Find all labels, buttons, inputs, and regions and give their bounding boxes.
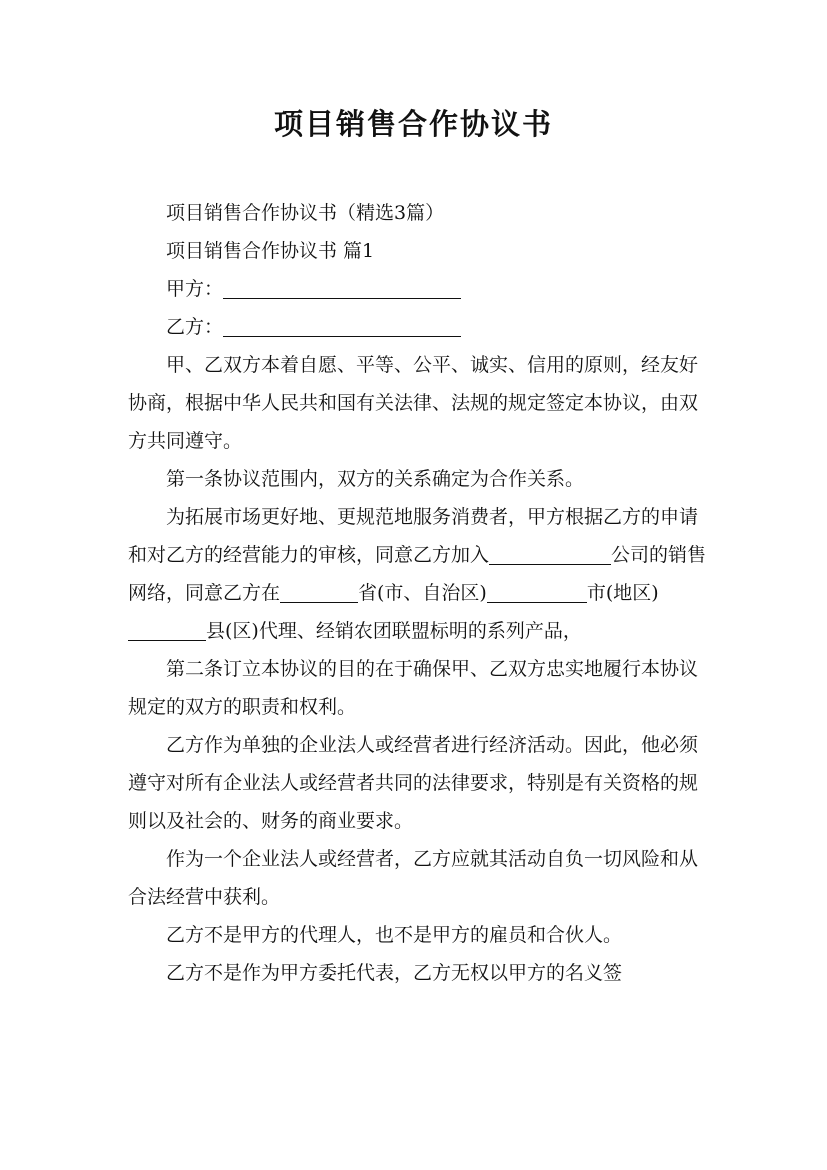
section-heading: 项目销售合作协议书 篇1 xyxy=(166,240,375,262)
party-b-line xyxy=(128,308,708,346)
paragraph-3 xyxy=(128,498,708,650)
province-blank xyxy=(280,578,358,603)
party-b-label: 乙方： xyxy=(166,316,224,338)
party-a-line xyxy=(128,270,708,308)
document-body xyxy=(128,194,708,992)
document-title: 项目销售合作协议书 xyxy=(273,107,553,141)
city-blank xyxy=(487,578,587,603)
subtitle: 项目销售合作协议书（精选3篇） xyxy=(166,202,445,224)
party-b-blank xyxy=(223,312,461,337)
party-a-label: 甲方： xyxy=(166,278,224,300)
paragraph-1: 甲、乙双方本着自愿、平等、公平、诚实、信用的原则，经友好协商，根据中华人民共和国有关法律、法规的规定签定本协议，由双方共同遵守。 xyxy=(128,354,699,452)
paragraph-3-part-b: 公司的销售网络，同意乙方在 xyxy=(128,544,707,604)
paragraph-8: 乙方不是作为甲方委托代表，乙方无权以甲方的名义签 xyxy=(166,962,623,984)
paragraph-5: 乙方作为单独的企业法人或经营者进行经济活动。因此，他必须遵守对所有企业法人或经营者共同的法律要求，特别是有关资格的规则以及社会的、财务的商业要求。 xyxy=(128,734,699,832)
county-blank xyxy=(128,616,206,641)
company-blank xyxy=(489,540,611,565)
paragraph-3-part-e: 县(区)代理、经销农团联盟标明的系列产品， xyxy=(206,620,582,642)
paragraph-3-part-a: 为拓展市场更好地、更规范地服务消费者，甲方根据乙方的申请和对乙方的经营能力的审核，同意乙方加入 xyxy=(128,506,699,566)
paragraph-3-part-c: 省(市、自治区) xyxy=(358,582,487,604)
paragraph-4: 第二条订立本协议的目的在于确保甲、乙双方忠实地履行本协议规定的双方的职责和权利。 xyxy=(128,658,699,718)
paragraph-6: 作为一个企业法人或经营者，乙方应就其活动自负一切风险和从合法经营中获利。 xyxy=(128,848,699,908)
party-a-blank xyxy=(223,274,461,299)
paragraph-2: 第一条协议范围内，双方的关系确定为合作关系。 xyxy=(166,468,585,490)
paragraph-7: 乙方不是甲方的代理人，也不是甲方的雇员和合伙人。 xyxy=(166,924,623,946)
paragraph-3-part-d: 市(地区) xyxy=(586,582,659,604)
